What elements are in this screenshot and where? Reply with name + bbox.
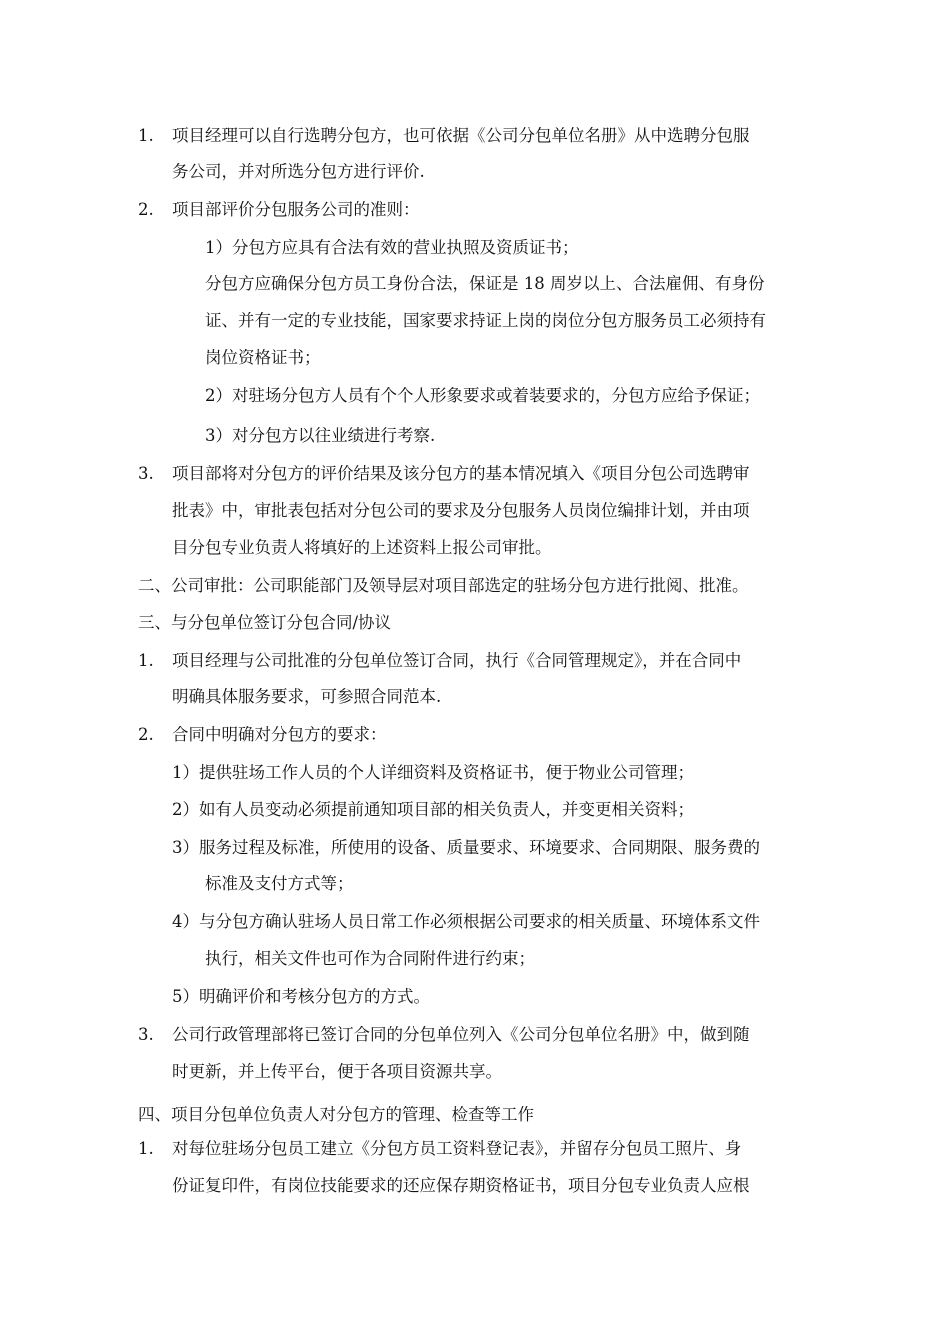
list-number: 2. [138,200,154,219]
paragraph-line: 项目部评价分包服务公司的准则： [172,200,420,219]
section-heading: 三、与分包单位签订分包合同/协议 [138,613,392,632]
paragraph-line: 时更新，并上传平台，便于各项目资源共享。 [172,1062,502,1081]
paragraph-line: 合同中明确对分包方的要求： [172,725,387,744]
requirement-item: 3）服务过程及标准，所使用的设备、质量要求、环境要求、合同期限、服务费的 [172,838,760,857]
section-heading: 二、公司审批：公司职能部门及领导层对项目部选定的驻场分包方进行批阅、批准。 [138,576,749,595]
paragraph-line: 批表》中，审批表包括对分包公司的要求及分包服务人员岗位编排计划，并由项 [172,501,750,520]
paragraph-line: 证、并有一定的专业技能，国家要求持证上岗的岗位分包方服务员工必须持有 [205,311,766,330]
paragraph-line: 份证复印件，有岗位技能要求的还应保存期资格证书，项目分包专业负责人应根 [172,1176,750,1195]
paragraph-line: 目分包专业负责人将填好的上述资料上报公司审批。 [172,538,552,557]
requirement-item: 1）提供驻场工作人员的个人详细资料及资格证书，便于物业公司管理； [172,763,694,782]
paragraph-line: 分包方应确保分包方员工身份合法，保证是 18 周岁以上、合法雇佣、有身份 [205,274,765,293]
paragraph-line: 标准及支付方式等； [205,874,354,893]
requirement-item: 4）与分包方确认驻场人员日常工作必须根据公司要求的相关质量、环境体系文件 [172,912,760,931]
requirement-item: 5）明确评价和考核分包方的方式。 [172,987,430,1006]
paragraph-line: 岗位资格证书； [205,348,321,367]
list-number: 1. [138,126,154,145]
list-number: 1. [138,1139,154,1158]
paragraph-line: 明确具体服务要求，可参照合同范本. [172,687,442,706]
section-heading: 四、项目分包单位负责人对分包方的管理、检查等工作 [138,1105,534,1124]
paragraph-line: 项目经理可以自行选聘分包方，也可依据《公司分包单位名册》从中选聘分包服 [172,126,750,145]
criteria-item: 3）对分包方以往业绩进行考察. [205,426,436,445]
list-number: 3. [138,464,154,483]
paragraph-line: 对每位驻场分包员工建立《分包方员工资料登记表》，并留存分包员工照片、身 [172,1139,742,1158]
paragraph-line: 务公司，并对所选分包方进行评价. [172,162,425,181]
requirement-item: 2）如有人员变动必须提前通知项目部的相关负责人，并变更相关资料； [172,800,694,819]
list-number: 1. [138,651,154,670]
paragraph-line: 项目部将对分包方的评价结果及该分包方的基本情况填入《项目分包公司选聘审 [172,464,750,483]
criteria-item: 1）分包方应具有合法有效的营业执照及资质证书； [205,238,579,257]
list-number: 3. [138,1025,154,1044]
paragraph-line: 执行，相关文件也可作为合同附件进行约束； [205,949,535,968]
list-number: 2. [138,725,154,744]
criteria-item: 2）对驻场分包方人员有个个人形象要求或着装要求的，分包方应给予保证； [205,386,760,405]
paragraph-line: 公司行政管理部将已签订合同的分包单位列入《公司分包单位名册》中，做到随 [172,1025,750,1044]
paragraph-line: 项目经理与公司批准的分包单位签订合同，执行《合同管理规定》，并在合同中 [172,651,742,670]
